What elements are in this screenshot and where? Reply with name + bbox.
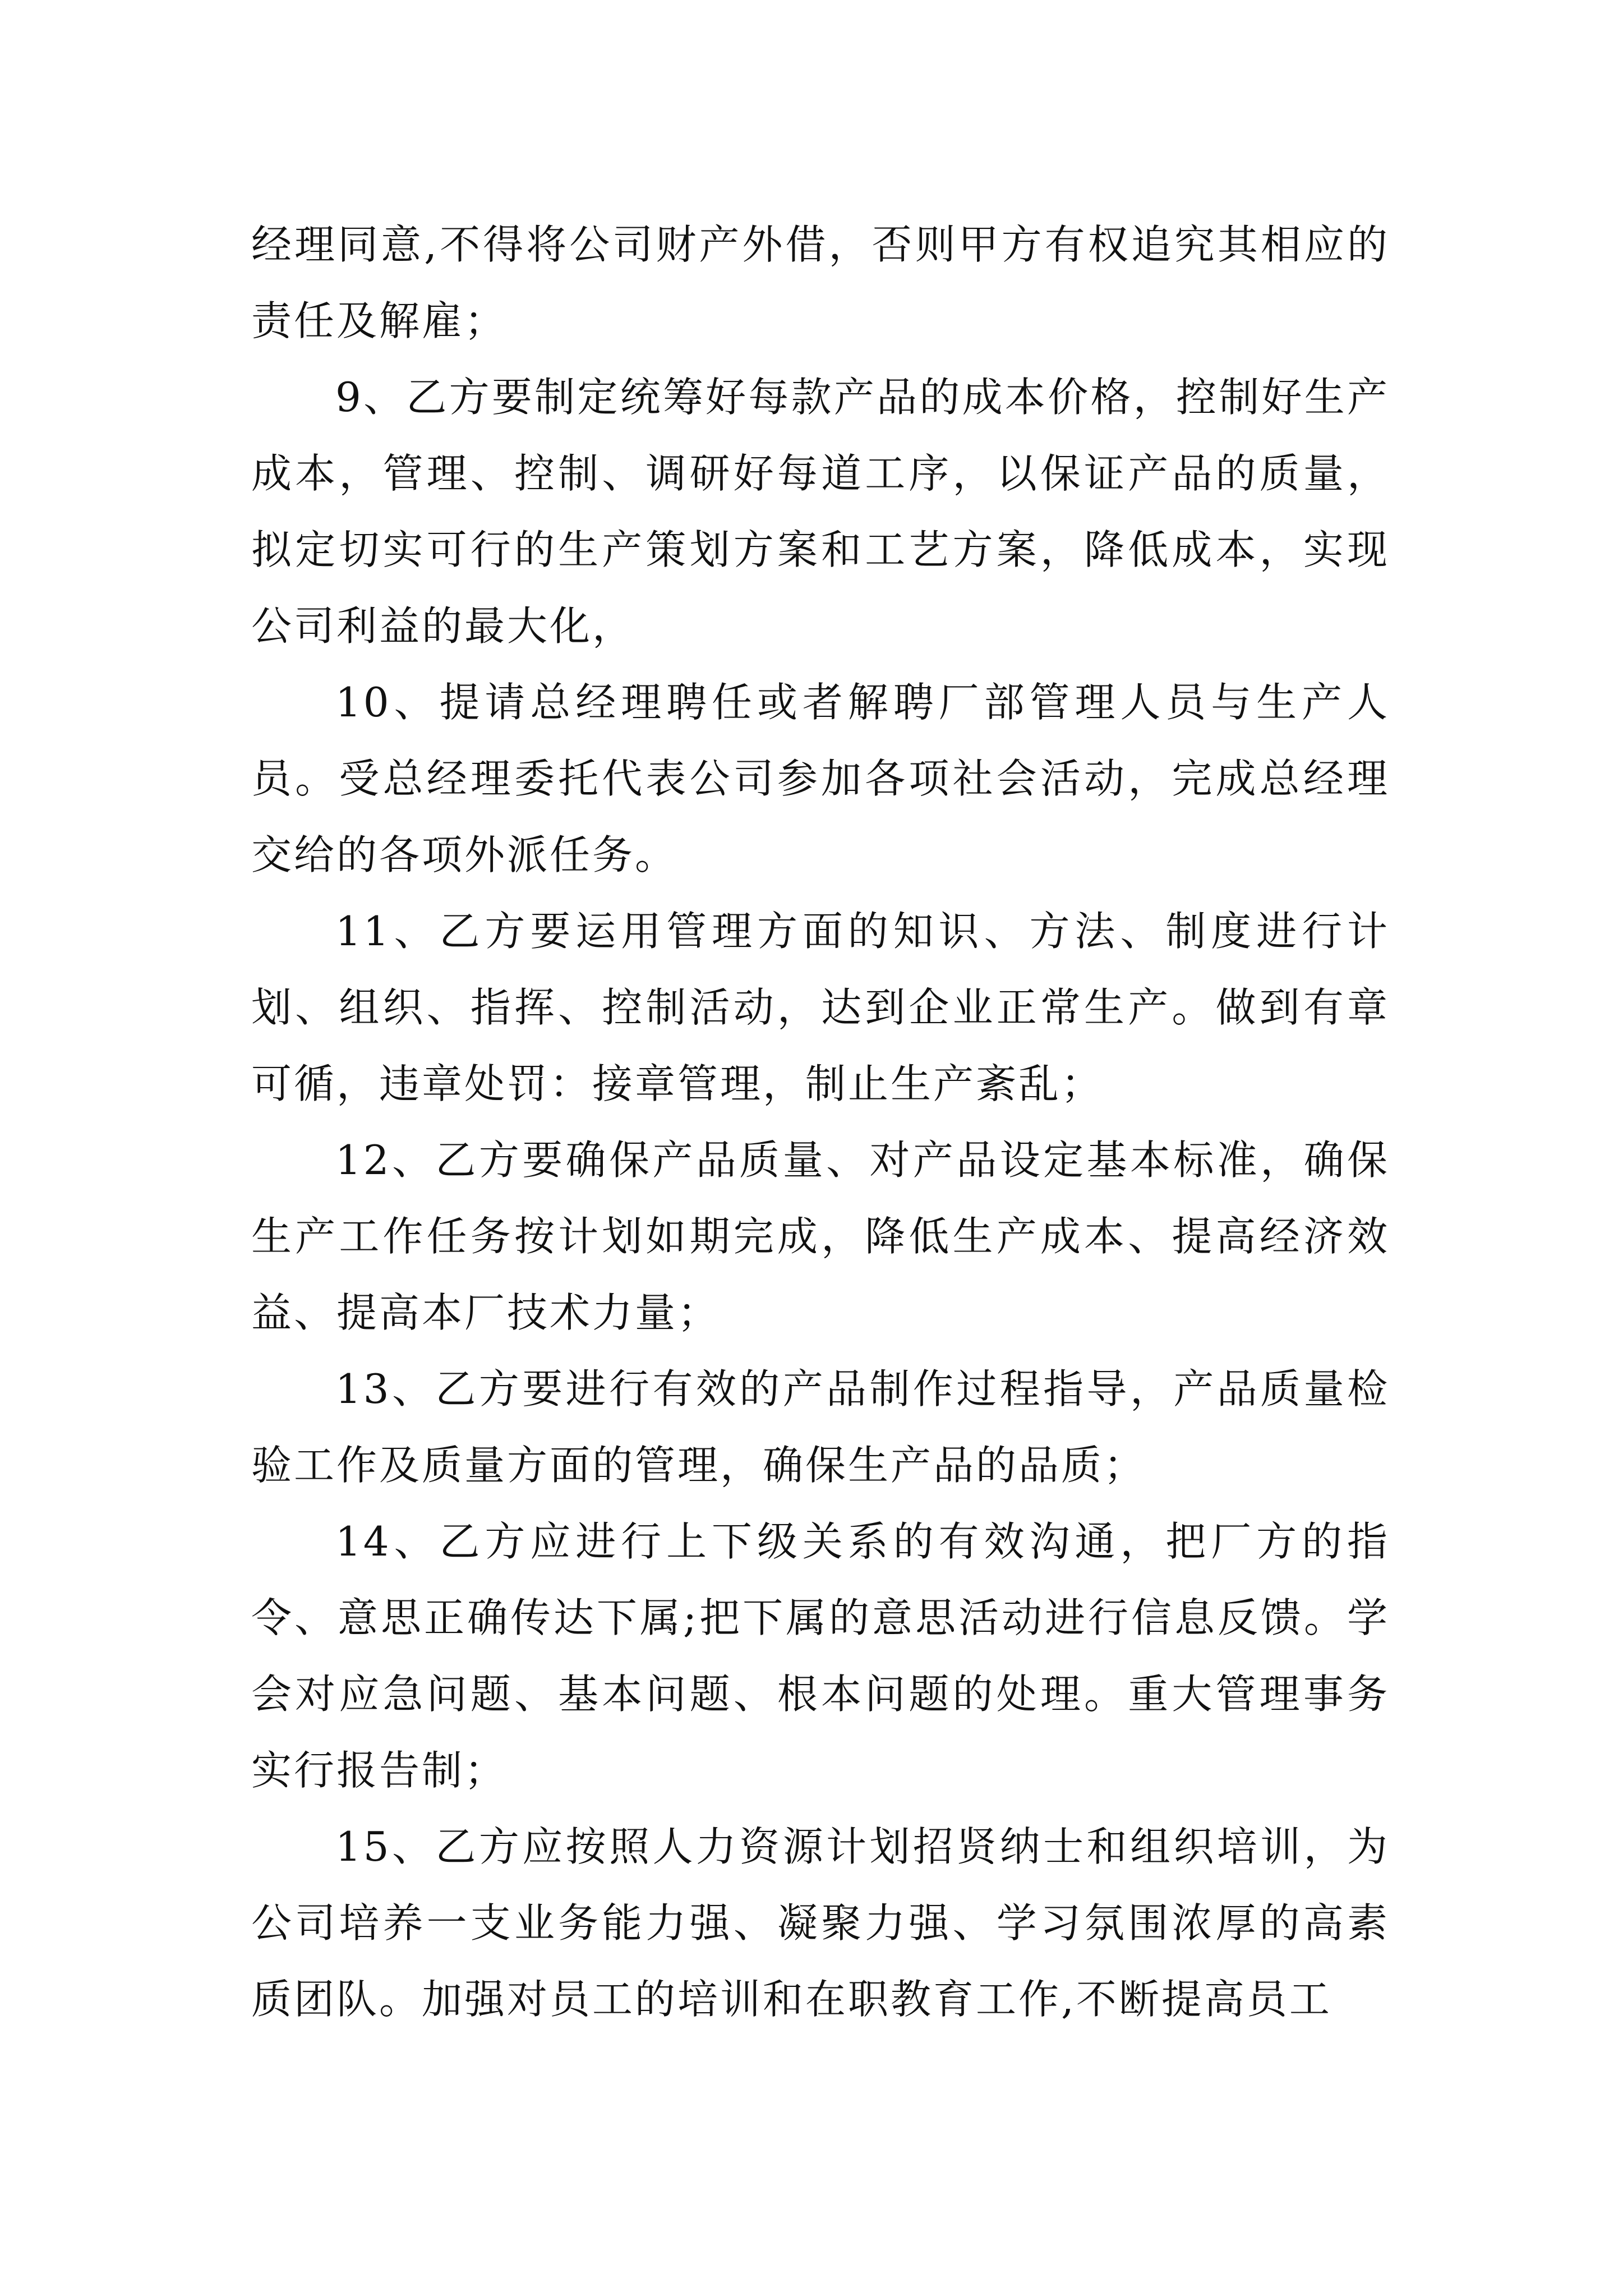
paragraph-item-11: 11、乙方要运用管理方面的知识、方法、制度进行计划、组织、指挥、控制活动，达到企业正常生产。做到有章可循，违章处罚：接章管理，制止生产紊乱； bbox=[251, 908, 1390, 1107]
paragraph-item-13: 13、乙方要进行有效的产品制作过程指导，产品质量检验工作及质量方面的管理，确保生产品的品质； bbox=[251, 1365, 1390, 1489]
paragraph-continuation: 经理同意,不得将公司财产外借，否则甲方有权追究其相应的责任及解雇； bbox=[251, 221, 1390, 344]
paragraph-item-12: 12、乙方要确保产品质量、对产品设定基本标准，确保生产工作任务按计划如期完成，降低生产成本、提高经济效益、提高本厂技术力量； bbox=[251, 1137, 1390, 1336]
paragraph-item-15: 15、乙方应按照人力资源计划招贤纳士和组织培训，为公司培养一支业务能力强、凝聚力强、学习氛围浓厚的高素质团队。加强对员工的培训和在职教育工作,不断提高员工 bbox=[251, 1823, 1390, 2023]
document-body bbox=[251, 206, 1390, 2037]
paragraph-item-9: 9、乙方要制定统筹好每款产品的成本价格，控制好生产成本，管理、控制、调研好每道工序，以保证产品的质量，拟定切实可行的生产策划方案和工艺方案，降低成本，实现公司利益的最大化， bbox=[251, 374, 1390, 650]
paragraph-item-10: 10、提请总经理聘任或者解聘厂部管理人员与生产人员。受总经理委托代表公司参加各项社会活动，完成总经理交给的各项外派任务。 bbox=[251, 679, 1390, 878]
paragraph-item-14: 14、乙方应进行上下级关系的有效沟通，把厂方的指令、意思正确传达下属;把下属的意思活动进行信息反馈。学会对应急问题、基本问题、根本问题的处理。重大管理事务实行报告制； bbox=[251, 1518, 1390, 1794]
